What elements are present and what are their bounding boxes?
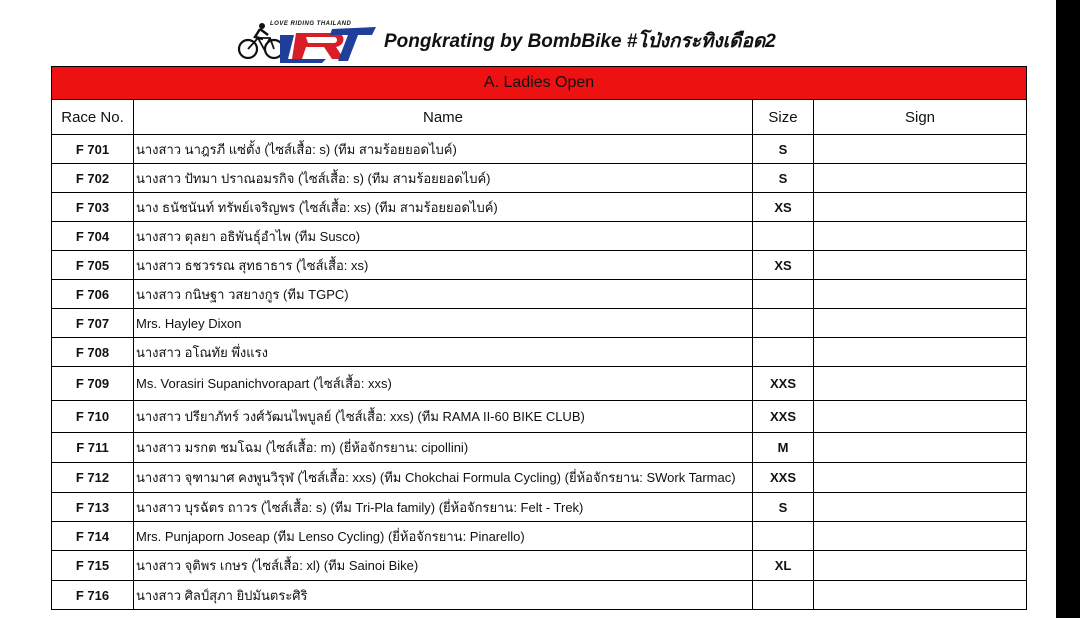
race-no-cell: F 715: [52, 551, 134, 581]
race-no-cell: F 702: [52, 164, 134, 193]
race-no-cell: F 711: [52, 433, 134, 463]
table-row: [52, 522, 1027, 551]
race-no-cell: F 708: [52, 338, 134, 367]
table-row: [52, 280, 1027, 309]
race-no-cell: F 701: [52, 135, 134, 164]
column-header-race-no: Race No.: [52, 100, 134, 135]
table-row: [52, 251, 1027, 280]
size-cell: S: [753, 164, 814, 193]
name-cell: นาง ธนัชนันท์ ทรัพย์เจริญพร (ไซส์เสื้อ: xs) (ทีม สามร้อยยอดไบค์): [134, 193, 753, 222]
name-cell: นางสาว ปัทมา ปราณอมรกิจ (ไซส์เสื้อ: s) (ทีม สามร้อยยอดไบค์): [134, 164, 753, 193]
name-cell: Ms. Vorasiri Supanichvorapart (ไซส์เสื้อ: xxs): [134, 367, 753, 401]
registration-table: [51, 66, 1027, 610]
table-body: [52, 67, 1027, 610]
race-no-cell: F 714: [52, 522, 134, 551]
table-row: [52, 309, 1027, 338]
table-row: [52, 193, 1027, 222]
sign-cell: [814, 463, 1027, 493]
name-cell: นางสาว กนิษฐา วสยางกูร (ทีม TGPC): [134, 280, 753, 309]
size-cell: [753, 581, 814, 610]
sign-cell: [814, 135, 1027, 164]
sign-cell: [814, 433, 1027, 463]
race-no-cell: F 709: [52, 367, 134, 401]
size-cell: XL: [753, 551, 814, 581]
sign-cell: [814, 551, 1027, 581]
race-no-cell: F 710: [52, 401, 134, 433]
column-header-size: Size: [753, 100, 814, 135]
section-header-row: [52, 67, 1027, 100]
sign-cell: [814, 193, 1027, 222]
size-cell: [753, 522, 814, 551]
sign-cell: [814, 493, 1027, 522]
race-no-cell: F 713: [52, 493, 134, 522]
name-cell: นางสาว มรกต ชมโฉม (ไซส์เสื้อ: m) (ยี่ห้อจักรยาน: cipollini): [134, 433, 753, 463]
size-cell: [753, 222, 814, 251]
size-cell: XS: [753, 193, 814, 222]
section-title: A. Ladies Open: [52, 67, 1027, 100]
sign-cell: [814, 164, 1027, 193]
sign-cell: [814, 401, 1027, 433]
name-cell: นางสาว ปรียาภัทร์ วงศ์วัฒนไพบูลย์ (ไซส์เสื้อ: xxs) (ทีม RAMA II-60 BIKE CLUB): [134, 401, 753, 433]
race-no-cell: F 703: [52, 193, 134, 222]
name-cell: นางสาว ศิลป์สุภา ยิปมันตระศิริ: [134, 581, 753, 610]
size-cell: M: [753, 433, 814, 463]
table-row: [52, 367, 1027, 401]
sign-cell: [814, 367, 1027, 401]
name-cell: นางสาว ธชวรรณ สุทธาธาร (ไซส์เสื้อ: xs): [134, 251, 753, 280]
name-cell: นางสาว อโณทัย พึ่งแรง: [134, 338, 753, 367]
name-cell: นางสาว จุฑามาศ คงพูนวิรุฬ (ไซส์เสื้อ: xxs) (ทีม Chokchai Formula Cycling) (ยี่ห้อจักรยาน: SWork Tarmac): [134, 463, 753, 493]
table-row: [52, 433, 1027, 463]
table-row: [52, 135, 1027, 164]
size-cell: [753, 280, 814, 309]
name-cell: Mrs. Hayley Dixon: [134, 309, 753, 338]
sign-cell: [814, 251, 1027, 280]
document-title: Pongkrating by BombBike #โป่งกระทิงเดือด2: [384, 31, 776, 52]
window-edge: [1056, 0, 1080, 618]
size-cell: XXS: [753, 463, 814, 493]
race-no-cell: F 707: [52, 309, 134, 338]
sign-cell: [814, 280, 1027, 309]
column-header-row: [52, 100, 1027, 135]
sign-cell: [814, 581, 1027, 610]
document-header: [236, 18, 776, 64]
name-cell: นางสาว จุติพร เกษร (ไซส์เสื้อ: xl) (ทีม Sainoi Bike): [134, 551, 753, 581]
size-cell: S: [753, 493, 814, 522]
table-row: [52, 222, 1027, 251]
name-cell: นางสาว นาฎรภี แซ่ตั้ง (ไซส์เสื้อ: s) (ทีม สามร้อยยอดไบค์): [134, 135, 753, 164]
logo-text: LOVE RIDING THAILAND: [270, 21, 352, 27]
race-no-cell: F 706: [52, 280, 134, 309]
size-cell: [753, 338, 814, 367]
race-no-cell: F 712: [52, 463, 134, 493]
table-row: [52, 493, 1027, 522]
size-cell: [753, 309, 814, 338]
sign-cell: [814, 222, 1027, 251]
table-row: [52, 164, 1027, 193]
size-cell: XS: [753, 251, 814, 280]
table-row: [52, 463, 1027, 493]
table-row: [52, 551, 1027, 581]
table-row: [52, 581, 1027, 610]
column-header-sign: Sign: [814, 100, 1027, 135]
size-cell: XXS: [753, 401, 814, 433]
size-cell: S: [753, 135, 814, 164]
sign-cell: [814, 309, 1027, 338]
race-no-cell: F 716: [52, 581, 134, 610]
table-row: [52, 338, 1027, 367]
race-no-cell: F 705: [52, 251, 134, 280]
sign-cell: [814, 338, 1027, 367]
table-row: [52, 401, 1027, 433]
name-cell: Mrs. Punjaporn Joseap (ทีม Lenso Cycling) (ยี่ห้อจักรยาน: Pinarello): [134, 522, 753, 551]
size-cell: XXS: [753, 367, 814, 401]
sign-cell: [814, 522, 1027, 551]
name-cell: นางสาว ตุลยา อธิพันธุ์อำไพ (ทีม Susco): [134, 222, 753, 251]
race-no-cell: F 704: [52, 222, 134, 251]
column-header-name: Name: [134, 100, 753, 135]
name-cell: นางสาว บุรฉัตร ถาวร (ไซส์เสื้อ: s) (ทีม Tri-Pla family) (ยี่ห้อจักรยาน: Felt - Trek): [134, 493, 753, 522]
lrt-logo: [236, 19, 378, 63]
